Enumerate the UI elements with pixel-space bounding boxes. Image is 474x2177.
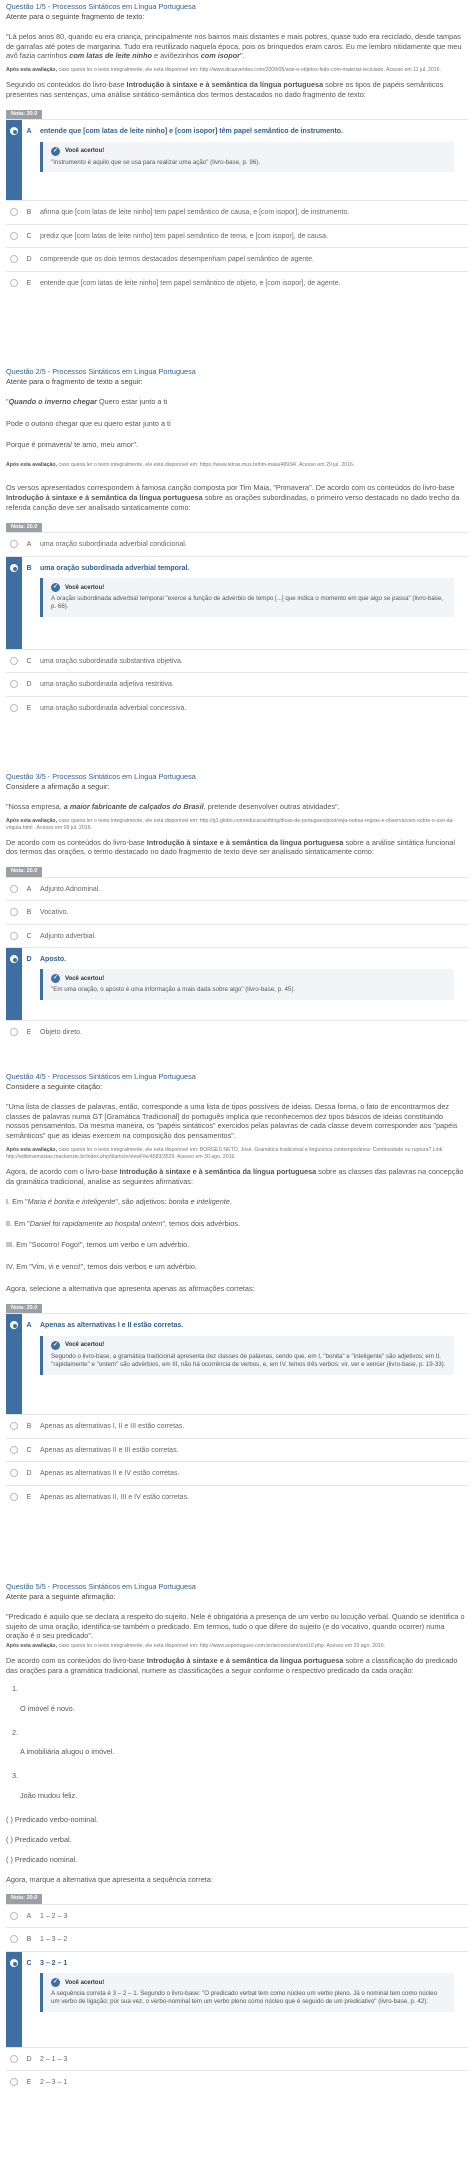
statement-4: IV. Em "Vim, vi e venci!", temos dois verbos e um advérbio.	[6, 1262, 197, 1272]
question-title: Questão 5/5 - Processos Sintáticos em Língua Portuguesa	[6, 1582, 196, 1591]
question-prompt: Os versos apresentados correspondem à famosa canção composta por Tim Maia, "Primavera". De acordo com os conteúdos do livro-base Introdução à sintaxe e à semântica da língua portuguesa sobre as orações subordinadas, o primeiro verso destacado no dado trecho da referida canção deve ser analisado sintaticamente como:	[6, 483, 460, 512]
quote-text: "Nossa empresa, a maior fabricante de calçados do Brasil, pretende desenvolver outras atividades".	[6, 801, 340, 811]
radio-icon	[10, 932, 18, 940]
option-b[interactable]: B uma oração subordinada adverbial temporal. ✓ Você acertou! A oração subordinada adverbial temporal "exerce a função de advérbio de tempo [...] que indica o momento em que algo se passa" (livro-base, p. 66).	[6, 556, 468, 649]
question-prompt: Segundo os conteúdos do livro-base Introdução à sintaxe e à semântica da língua portuguesa sobre os tipos de papéis semânticos presentes nas sentenças, uma análise sintático-semântica dos termos destacados no dado fragmento de texto:	[6, 80, 444, 100]
radio-icon	[10, 232, 18, 240]
question-title: Questão 2/5 - Processos Sintáticos em Língua Portuguesa	[6, 367, 196, 376]
option-a[interactable]: A Adjunto Adnominal.	[6, 877, 468, 900]
option-list	[6, 1313, 468, 1508]
question-prompt: De acordo com os conteúdos do livro-base Introdução à sintaxe e à semântica da língua portuguesa sobre a classificação do predicado das orações para a gramática tradicional, numere as classificações a seguir conforme o respectivo predicado da cada oração:	[6, 1656, 458, 1676]
radio-icon	[10, 1422, 18, 1430]
verse-1: "Quando o inverno chegar Quero estar junto a ti	[6, 396, 168, 406]
option-d[interactable]: D uma oração subordinada adjetiva restritiva.	[6, 672, 468, 695]
radio-selected-icon	[10, 127, 18, 135]
option-list	[6, 1904, 468, 2094]
check-icon: ✓	[52, 975, 59, 982]
option-label: entende que [com latas de leite ninho] e [com isopor] têm papel semântico de instrumento.	[40, 128, 343, 136]
source-note: Após esta avaliação, caso queira ler o texto integralmente, ele está disponível em: https://www.letras.mus.br/tim-maia/48934/. Acesso em 29 jul. 2016.	[6, 462, 355, 469]
question-prompt: De acordo com os conteúdos do livro-base Introdução à sintaxe e à semântica da língua portuguesa sobre a análise sintática funcional dos termos das orações, o termo destacado no dado fragmento de texto deve ser analisado sintaticamente como:	[6, 837, 455, 857]
question-subtitle: Considere a afirmação a seguir:	[6, 781, 110, 791]
source-note: Após esta avaliação, caso queira ler o texto integralmente, ele está disponível em: http://g1.globo.com/educacao/blog/dicas-de-portugues/post/veja-outras-regras-e-observacoes-sobre-o-uso-da-virgula.html . Acesso em 09 jul. 2016.	[6, 817, 455, 831]
option-label: Apenas as alternativas II e III estão corretas.	[40, 1446, 179, 1454]
check-icon: ✓	[52, 584, 59, 591]
option-label: prediz que [com latas de leite ninho] tem papel semântico de tema, e [com isopor], de causa.	[40, 232, 328, 240]
classification-2: ( ) Predicado verbal.	[6, 1834, 72, 1844]
question-title: Questão 4/5 - Processos Sintáticos em Língua Portuguesa	[6, 1072, 196, 1081]
option-list	[6, 532, 468, 719]
source-note: Após esta avaliação, caso queira ler o texto integralmente, ele está disponível em: http://www.dicasverdes.com/2009/05/arte-e-objetos-feito-com-material-reciclado. Acesso em 11 jul. 2016.	[6, 67, 442, 74]
option-e[interactable]: E 2 – 3 – 1	[6, 2070, 468, 2093]
radio-icon	[10, 704, 18, 712]
grade-badge: Nota: 20.0	[6, 1894, 42, 1903]
radio-selected-icon	[10, 1321, 18, 1329]
question-title: Questão 1/5 - Processos Sintáticos em Língua Portuguesa	[6, 2, 196, 11]
option-label: 1 – 2 – 3	[40, 1912, 68, 1920]
check-icon: ✓	[52, 1341, 59, 1348]
option-a[interactable]: A 1 – 2 – 3	[6, 1904, 468, 1927]
option-e[interactable]: E uma oração subordinada adverbial concessiva.	[6, 696, 468, 719]
source-note: Após esta avaliação, caso queira ler o texto integralmente, ele está disponível em: BORGES NETO, José. Gramática tradicional e linguística contemporânea: Continuidade ou ruptura? Link: http://editorarevistas.mackenzie.br/index.php/tl/article/viewFile/4583/3529. Acesso em 30 ago. 2016.	[6, 1147, 444, 1161]
radio-icon	[10, 540, 18, 548]
option-label: afirma que [com latas de leite ninho] tem papel semântico de causa, e [com isopor], de instrumento.	[40, 209, 350, 217]
option-c[interactable]: C prediz que [com latas de leite ninho] tem papel semântico de tema, e [com isopor], de causa.	[6, 224, 468, 247]
quote-text: "Uma lista de classes de palavras, então, corresponde a uma lista de tipos possíveis de ideias. Dessa forma, o fato de encontrarmos dez classes de palavras numa GT [Gramática Tradicional] do português implica que reconhecemos dez tipos básicos de ideias constituindo nossos pensamentos. Da mesma maneira, os "papéis sintáticos" exercidos pelas palavras de cada classe devem corresponder aos "papéis semânticos" que as ideias exercem na composição dos pensamentos".	[6, 1101, 458, 1141]
classification-3: ( ) Predicado nominal.	[6, 1854, 78, 1864]
grade-badge: Nota: 20.0	[6, 110, 42, 119]
question-2	[6, 367, 468, 772]
radio-icon	[10, 908, 18, 916]
option-label: Apenas as alternativas II e IV estão corretas.	[40, 1470, 180, 1478]
radio-selected-icon	[10, 564, 18, 572]
radio-icon	[10, 657, 18, 665]
option-label: 3 – 2 – 1	[40, 1959, 68, 1967]
feedback-box: ✓ Você acertou! A sequência correta é 3 – 2 – 1. Segundo o livro-base: "O predicado verbal tem como núcleo um verbo pleno. Já o nominal tem como núcleo um verbo de ligação; por sua vez, o verbo-nominal tem um verbo pleno como núcleo que é seguido de um predicativo" (livro-base, p. 42).	[40, 1973, 454, 2012]
feedback-box: ✓ Você acertou! "Instrumento é aquilo que se usa para realizar uma ação" (livro-base, p. 96).	[40, 142, 454, 172]
radio-icon	[10, 1493, 18, 1501]
check-icon: ✓	[52, 1979, 59, 1986]
option-label: Apenas as alternativas II, III e IV estão corretas.	[40, 1493, 190, 1501]
question-4	[6, 1072, 468, 1582]
question-prompt: Agora, de acordo com o livro-base Introdução à sintaxe e à semântica da língua portuguesa sobre as classes das palavras na concepção da gramática tradicional, analise as seguintes afirmativas:	[6, 1167, 464, 1186]
option-label: 1 – 3 – 2	[40, 1936, 68, 1944]
option-d[interactable]: D compreende que os dois termos destacados desempenham papel semântico de agente.	[6, 247, 468, 270]
feedback-box: ✓ Você acertou! A oração subordinada adverbial temporal "exerce a função de advérbio de tempo [...] que indica o momento em que algo se passa" (livro-base, p. 66).	[40, 578, 454, 617]
option-label: Adjunto adverbial.	[40, 932, 97, 940]
radio-icon	[10, 1028, 18, 1036]
option-label: uma oração subordinada adverbial concessiva.	[40, 704, 187, 712]
source-note: Após esta avaliação, caso queira ler o texto integralmente, ele está disponível em: http://www.soportugues.com.br/secoes/sint/sint10.php. Acesso em 29 ago. 2016.	[6, 1643, 386, 1650]
option-label: entende que [com latas de leite ninho] tem papel semântico de objeto, e [com isopor], de agente.	[40, 279, 341, 287]
question-1	[6, 2, 468, 367]
grade-badge: Nota: 20.0	[6, 523, 42, 532]
radio-icon	[10, 2078, 18, 2086]
grade-badge: Nota: 20.0	[6, 867, 42, 876]
option-c[interactable]: C Adjunto adverbial.	[6, 924, 468, 947]
question-subtitle: Atente para o seguinte fragmento de texto:	[6, 11, 145, 21]
feedback-box: ✓ Você acertou! Segundo o livro-base, a gramática tradicional apresenta dez classes de palavras, sendo que, em I, "bonita" e "inteligente" são adjetivos; em II, "rapidamente" e "ontem" são advérbios, em III, não há ocorrência de verbos, e, em IV, temos três verbos: vir, ver e vencer (livro-base, p. 19-33).	[40, 1336, 454, 1375]
radio-icon	[10, 680, 18, 688]
radio-icon	[10, 1469, 18, 1477]
radio-icon	[10, 255, 18, 263]
option-a[interactable]: A uma oração subordinada adverbial condicional.	[6, 532, 468, 555]
question-ask: Agora, selecione a alternativa que apresenta apenas as afirmações corretas:	[6, 1284, 255, 1294]
question-subtitle: Atente para a seguinte afirmação:	[6, 1591, 116, 1601]
question-subtitle: Atente para o fragmento de texto a seguir:	[6, 376, 143, 386]
option-a[interactable]: A Apenas as alternativas I e II estão corretas. ✓ Você acertou! Segundo o livro-base, a gramática tradicional apresenta dez classes de palavras, sendo que, em I, "bonita" e "inteligente" são adjetivos; em II, "rapidamente" e "ontem" são advérbios, em III, não há ocorrência de verbos, e, em IV, temos três verbos: vir, ver e vencer (livro-base, p. 19-33).	[6, 1313, 468, 1414]
check-icon: ✓	[52, 147, 59, 154]
option-label: Vocativo.	[40, 909, 69, 917]
option-d[interactable]: D Apenas as alternativas II e IV estão corretas.	[6, 1461, 468, 1484]
question-3	[6, 772, 468, 1072]
option-label: Aposto.	[40, 955, 67, 963]
option-b[interactable]: B 1 – 3 – 2	[6, 1927, 468, 1950]
option-label: Apenas as alternativas I, II e III estão corretas.	[40, 1423, 185, 1431]
option-label: Adjunto Adnominal.	[40, 885, 101, 893]
option-e[interactable]: E Apenas as alternativas II, III e IV estão corretas.	[6, 1485, 468, 1508]
radio-icon	[10, 1912, 18, 1920]
option-b[interactable]: B Apenas as alternativas I, II e III estão corretas.	[6, 1414, 468, 1437]
quote-text: "Lá pelos anos 80, quando eu era criança, principalmente nos bairros mais distantes e mais pobres, quase tudo era reciclado, desde tampas de garrafas até potes de margarina. Tudo era reutilizado naquela época, pois os brinquedos eram caros. Eu me lembro nitidamente que meu avô fazia carrinhos com latas de leite ninho e aviõezinhos com isopor".	[6, 31, 462, 61]
radio-icon	[10, 208, 18, 216]
option-d[interactable]: D 2 – 1 – 3	[6, 2047, 468, 2070]
quote-text: "Predicado é aquilo que se declara a respeito do sujeito. Nele é obrigatória a presença de um verbo ou locução verbal. Quando se identifica o sujeito de uma oração, identifica-se também o predicado. Em termos, tudo o que difere do sujeito (e do vocativo, quando ocorrer) numa oração é o seu predicado".	[6, 1611, 465, 1641]
option-label: Apenas as alternativas I e II estão corretas.	[40, 1322, 184, 1330]
classification-1: ( ) Predicado verbo-nominal.	[6, 1814, 99, 1824]
verse-2: Pode o outono chegar que eu quero estar junto a ti	[6, 418, 171, 428]
option-c[interactable]: C 3 – 2 – 1 ✓ Você acertou! A sequência correta é 3 – 2 – 1. Segundo o livro-base: "O predicado verbal tem como núcleo um verbo pleno. Já o nominal tem como núcleo um verbo de ligação; por sua vez, o verbo-nominal tem um verbo pleno como núcleo que é seguido de um predicativo" (livro-base, p. 42).	[6, 1951, 468, 2047]
option-label: Objeto direto.	[40, 1028, 83, 1036]
list-item: 3. João mudou feliz.	[12, 1771, 78, 1801]
radio-selected-icon	[10, 1959, 18, 1967]
option-label: uma oração subordinada adjetiva restritiva.	[40, 681, 174, 689]
radio-icon	[10, 2055, 18, 2063]
verse-3: Porque é primavera/ te amo, meu amor".	[6, 440, 138, 450]
option-e[interactable]: E entende que [com latas de leite ninho] tem papel semântico de objeto, e [com isopor], de agente.	[6, 271, 468, 294]
list-item: 2. A imobiliária alugou o imóvel.	[12, 1727, 115, 1757]
statement-3: III. Em "Socorro! Fogo!", temos um verbo e um advérbio.	[6, 1240, 190, 1250]
option-label: uma oração subordinada substantiva objetiva.	[40, 657, 183, 665]
option-a[interactable]: A entende que [com latas de leite ninho] e [com isopor] têm papel semântico de instrumento. ✓ Você acertou! "Instrumento é aquilo que se usa para realizar uma ação" (livro-base, p. 96).	[6, 119, 468, 200]
list-item: 1. O imóvel é novo.	[12, 1683, 75, 1713]
grade-badge: Nota: 20.0	[6, 1304, 42, 1313]
question-ask: Agora, marque a alternativa que apresenta a sequência correta:	[6, 1874, 213, 1884]
option-d[interactable]: D Aposto. ✓ Você acertou! "Em uma oração, o aposto é uma informação a mais dada sobre algo" (livro-base, p. 45).	[6, 947, 468, 1020]
radio-icon	[10, 279, 18, 287]
feedback-box: ✓ Você acertou! "Em uma oração, o aposto é uma informação a mais dada sobre algo" (livro-base, p. 45).	[40, 969, 454, 999]
radio-icon	[10, 1446, 18, 1454]
option-label: 2 – 3 – 1	[40, 2079, 68, 2087]
option-b[interactable]: B afirma que [com latas de leite ninho] tem papel semântico de causa, e [com isopor], de instrumento.	[6, 200, 468, 223]
option-label: uma oração subordinada adverbial temporal.	[40, 564, 190, 572]
option-label: compreende que os dois termos destacados desempenham papel semântico de agente.	[40, 256, 314, 264]
question-5	[6, 1582, 468, 2094]
radio-icon	[10, 1935, 18, 1943]
question-title: Questão 3/5 - Processos Sintáticos em Língua Portuguesa	[6, 772, 196, 781]
option-label: uma oração subordinada adverbial condicional.	[40, 541, 187, 549]
option-list	[6, 877, 468, 1044]
radio-selected-icon	[10, 955, 18, 963]
option-b[interactable]: B Vocativo.	[6, 900, 468, 923]
option-list	[6, 119, 468, 294]
option-c[interactable]: C Apenas as alternativas II e III estão corretas.	[6, 1438, 468, 1461]
question-subtitle: Considere a seguinte citação:	[6, 1081, 103, 1091]
option-e[interactable]: E Objeto direto.	[6, 1020, 468, 1043]
option-label: 2 – 1 – 3	[40, 2055, 68, 2063]
statement-1: I. Em "Maria é bonita e inteligente", são adjetivos: bonita e inteligente.	[6, 1196, 232, 1206]
option-c[interactable]: C uma oração subordinada substantiva objetiva.	[6, 649, 468, 672]
statement-2: II. Em "Daniel foi rapidamente ao hospital ontem", temos dois advérbios.	[6, 1218, 240, 1228]
radio-icon	[10, 885, 18, 893]
